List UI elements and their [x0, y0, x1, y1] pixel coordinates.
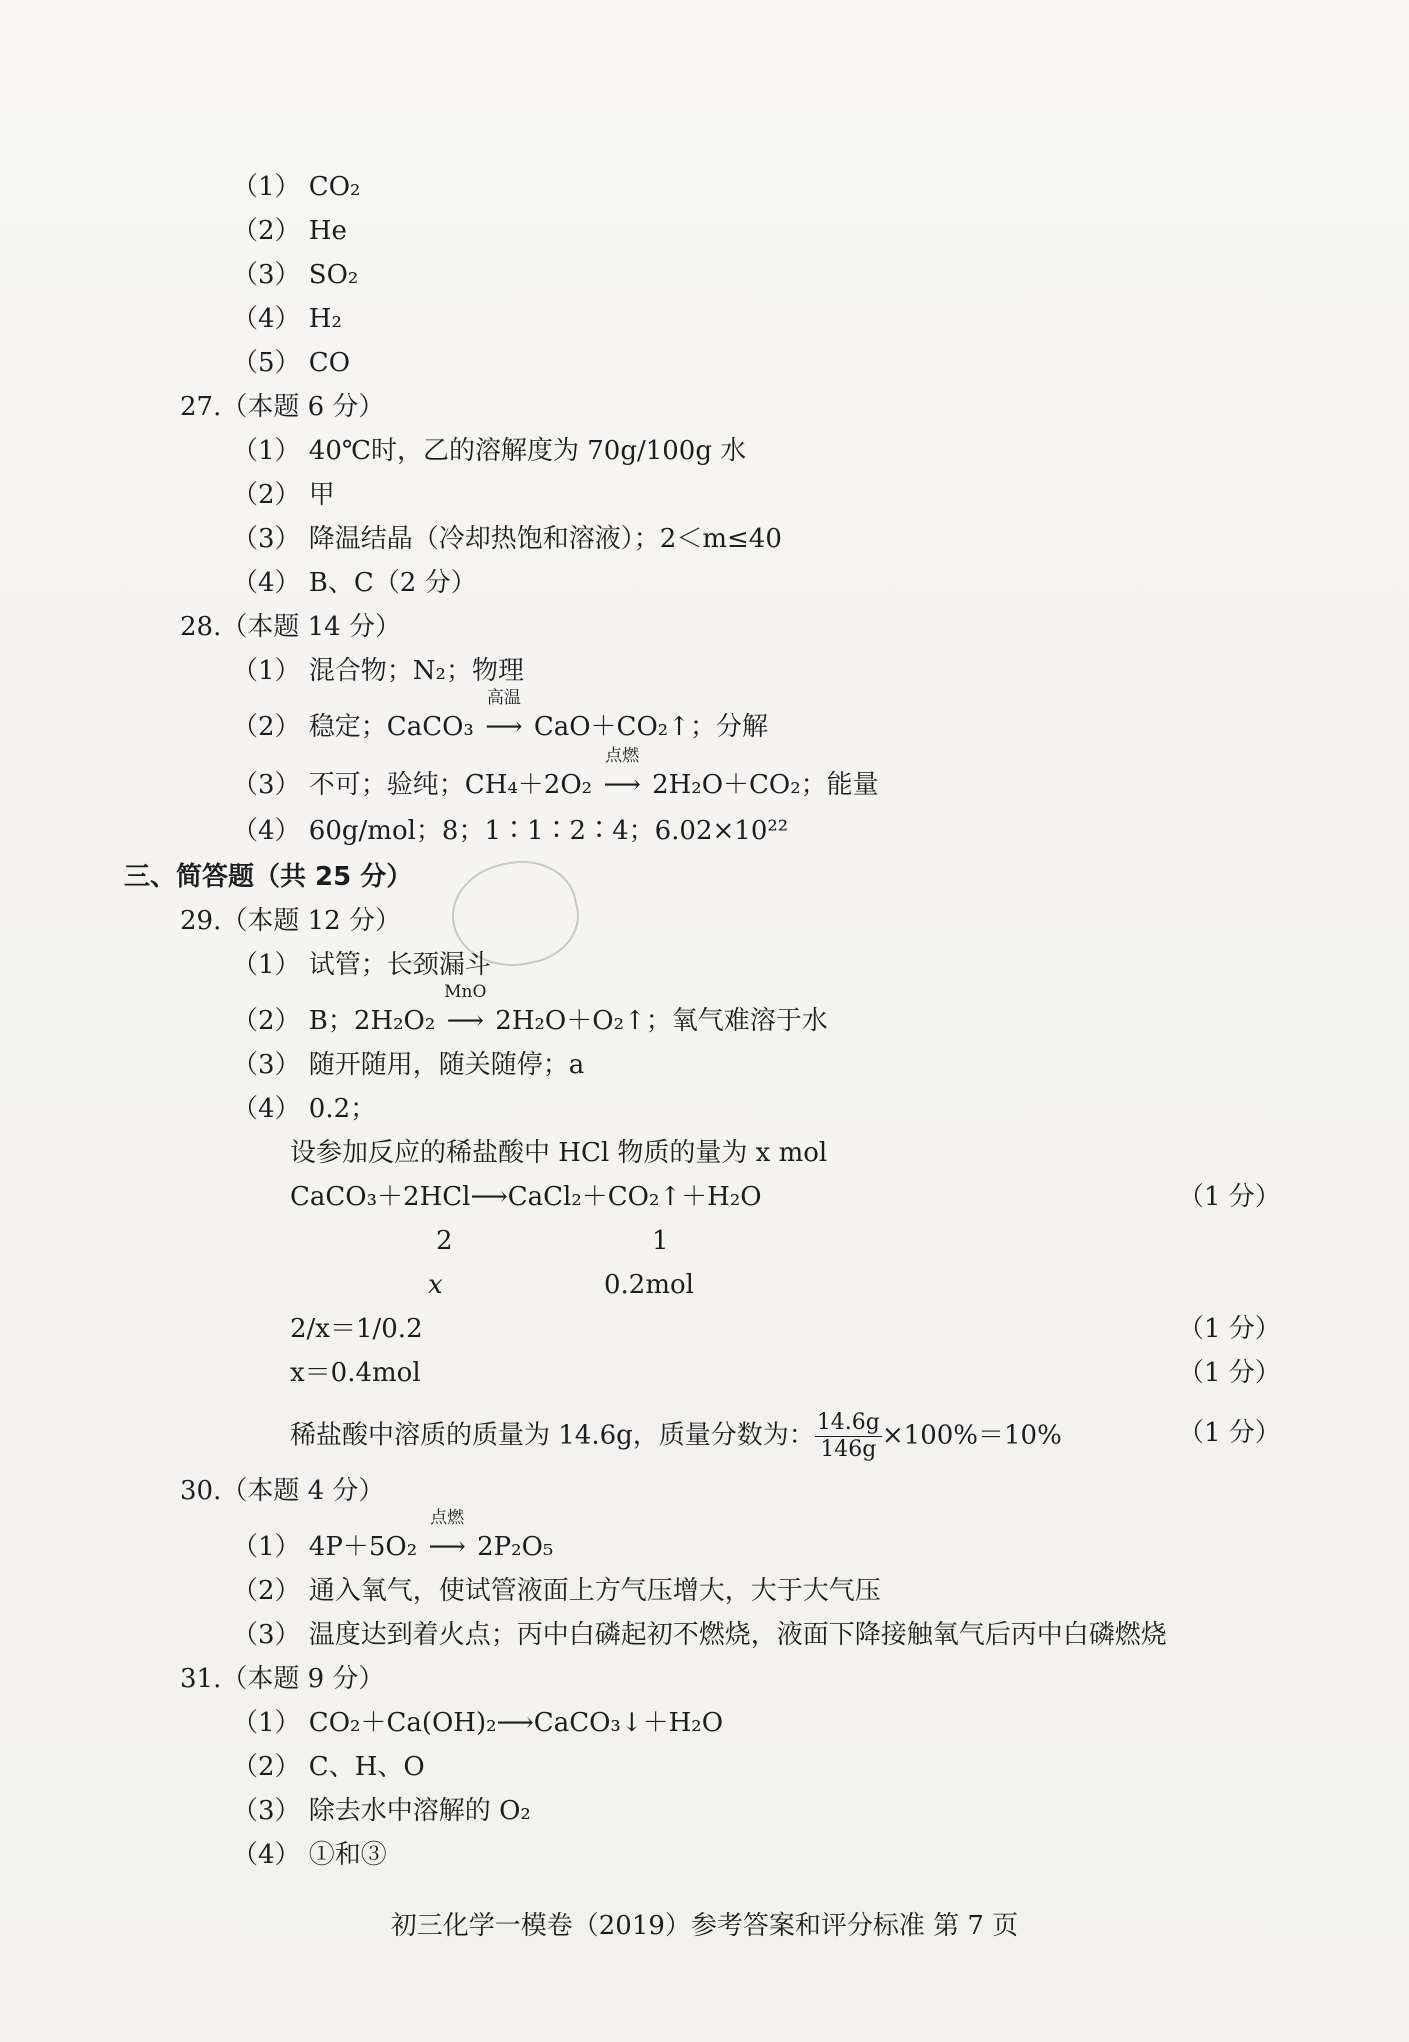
answer-line: （2） He	[232, 216, 347, 246]
score-note: （1 分）	[1178, 1418, 1281, 1448]
answer-line: （2） 甲	[232, 480, 335, 510]
answer-line: （3） 降温结晶（冷却热饱和溶液）；2＜m≤40	[232, 524, 782, 554]
answer-line: （2） 通入氧气，使试管液面上方气压增大，大于大气压	[232, 1576, 881, 1606]
answer-line: （1） 混合物；N₂；物理	[232, 656, 524, 686]
equation-line: （2） 稳定；CaCO₃ 高温 ⟶ CaO＋CO₂↑；分解	[232, 688, 768, 742]
calc-line: CaCO₃＋2HCl⟶CaCl₂＋CO₂↑＋H₂O	[290, 1182, 762, 1212]
score-note: （1 分）	[1178, 1358, 1281, 1388]
section-title: 三、简答题（共 25 分）	[124, 862, 413, 892]
reaction-arrow: MnO ⟶	[444, 982, 487, 1036]
answer-line: （1） CO₂＋Ca(OH)₂⟶CaCO₃↓＋H₂O	[232, 1708, 724, 1738]
answer-line: （4） ①和③	[232, 1840, 387, 1870]
answer-line: （4） B、C（2 分）	[232, 568, 477, 598]
question-header: 27.（本题 6 分）	[180, 392, 385, 422]
answer-line: （3） SO₂	[232, 260, 359, 290]
page-footer: 初三化学一模卷（2019）参考答案和评分标准 第 7 页	[390, 1911, 1019, 1941]
calc-ratio: 2	[436, 1226, 453, 1256]
answer-line: （3） 随开随用，随关随停；a	[232, 1050, 585, 1080]
equation-line: （1） 4P＋5O₂ 点燃 ⟶ 2P₂O₅	[232, 1508, 554, 1562]
calc-line: 2/x＝1/0.2	[290, 1314, 423, 1344]
question-header: 29.（本题 12 分）	[180, 906, 401, 936]
question-header: 28.（本题 14 分）	[180, 612, 401, 642]
answer-line: （3） 除去水中溶解的 O₂	[232, 1796, 531, 1826]
calc-line: 设参加反应的稀盐酸中 HCl 物质的量为 x mol	[290, 1138, 828, 1168]
calc-ratio: 0.2mol	[604, 1270, 694, 1300]
answer-line: （1） 试管；长颈漏斗	[232, 950, 491, 980]
fraction: $\frac{14.6g}{146g}$	[816, 1410, 880, 1462]
answer-line: （4） H₂	[232, 304, 342, 334]
answer-line: （2） C、H、O	[232, 1752, 425, 1782]
calc-ratio: 1	[652, 1226, 669, 1256]
reaction-arrow: 高温 ⟶	[485, 688, 523, 742]
answer-line: （5） CO	[232, 348, 351, 378]
score-note: （1 分）	[1178, 1314, 1281, 1344]
question-header: 31.（本题 9 分）	[180, 1664, 385, 1694]
calc-ratio: x	[428, 1270, 443, 1300]
reaction-arrow: 点燃 ⟶	[603, 746, 641, 800]
answer-line: （1） 40℃时，乙的溶解度为 70g/100g 水	[232, 436, 747, 466]
answer-line: （4） 60g/mol；8；1∶1∶2∶4；6.02×10²²	[232, 816, 789, 846]
reaction-arrow: 点燃 ⟶	[428, 1508, 466, 1562]
calc-line: x＝0.4mol	[290, 1358, 421, 1388]
score-note: （1 分）	[1178, 1182, 1281, 1212]
question-header: 30.（本题 4 分）	[180, 1476, 385, 1506]
calc-line: 稀盐酸中溶质的质量为 14.6g，质量分数为： $\frac{14.6g}{146g}$ ×100%＝10%	[290, 1410, 1062, 1462]
equation-line: （2） B；2H₂O₂ MnO ⟶ 2H₂O＋O₂↑；氧气难溶于水	[232, 982, 828, 1036]
answer-line: （4） 0.2；	[232, 1094, 377, 1124]
answer-line: （1） CO₂	[232, 172, 361, 202]
answer-line: （3） 温度达到着火点；丙中白磷起初不燃烧，液面下降接触氧气后丙中白磷燃烧	[232, 1620, 1167, 1650]
equation-line: （3） 不可；验纯；CH₄＋2O₂ 点燃 ⟶ 2H₂O＋CO₂；能量	[232, 746, 879, 800]
